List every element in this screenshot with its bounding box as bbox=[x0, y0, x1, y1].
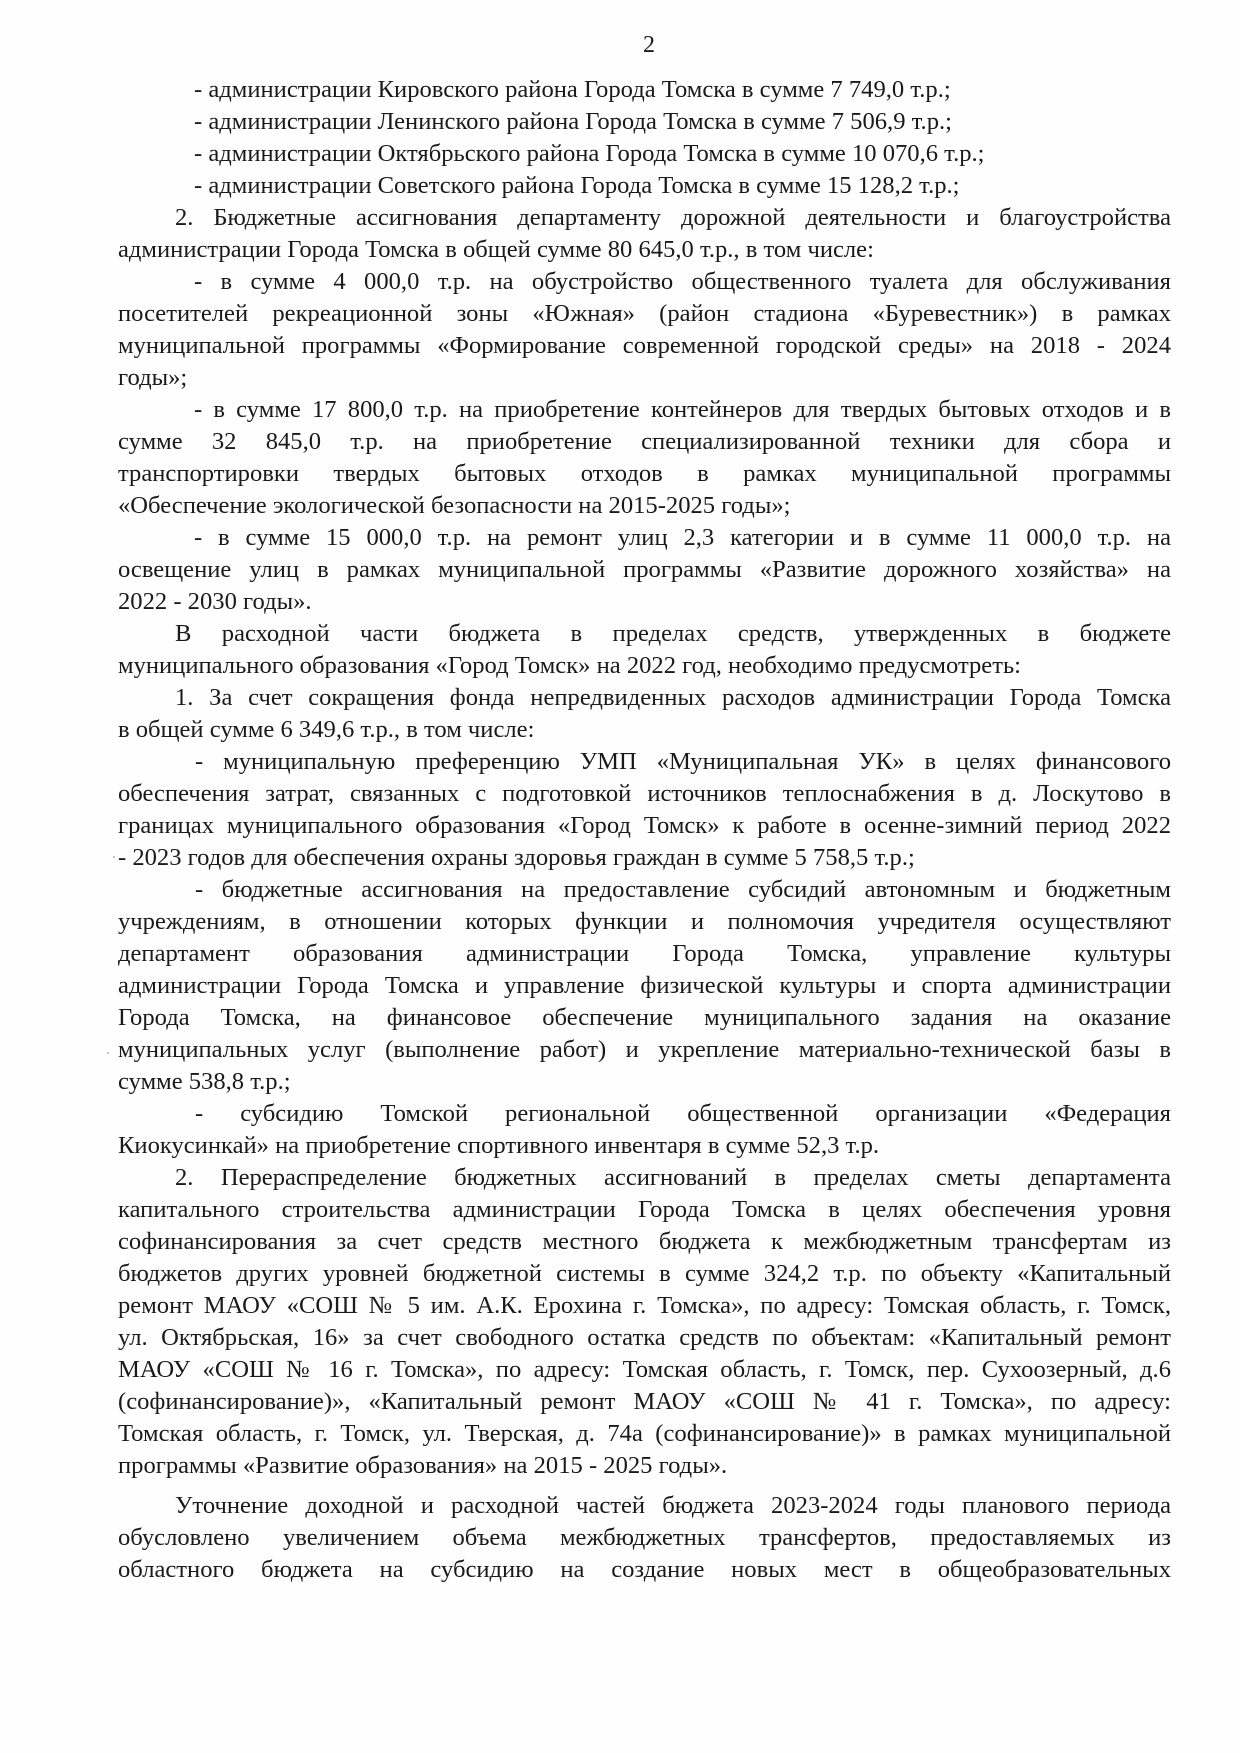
text-line: освещение улиц в рамках муниципальной программы «Развитие дорожного хозяйства» на bbox=[118, 556, 1171, 583]
text-line: муниципального образования «Город Томск» на 2022 год, необходимо предусмотреть: bbox=[118, 652, 1022, 679]
text-line: В расходной части бюджета в пределах средств, утвержденных в бюджете bbox=[175, 620, 1171, 647]
text-line: сумме 538,8 т.р.; bbox=[118, 1068, 291, 1095]
text-line: транспортировки твердых бытовых отходов в рамках муниципальной программы bbox=[118, 460, 1171, 487]
text-line: (софинансирование)», «Капитальный ремонт МАОУ «СОШ № 41 г. Томска», по адресу: bbox=[118, 1388, 1171, 1415]
text-line: администрации Города Томска в общей сумме 80 645,0 т.р., в том числе: bbox=[118, 236, 874, 263]
text-line: 1. За счет сокращения фонда непредвиденных расходов администрации Города Томска bbox=[175, 684, 1171, 711]
text-line: сумме 32 845,0 т.р. на приобретение специализированной техники для сбора и bbox=[118, 428, 1171, 455]
text-line: капитального строительства администрации Города Томска в целях обеспечения уровня bbox=[118, 1196, 1171, 1223]
text-line: годы»; bbox=[118, 364, 188, 391]
scan-speck bbox=[107, 1052, 109, 1054]
text-line: - в сумме 17 800,0 т.р. на приобретение контейнеров для твердых бытовых отходов и в bbox=[194, 396, 1171, 423]
text-line: муниципальной программы «Формирование современной городской среды» на 2018 - 2024 bbox=[118, 332, 1171, 359]
text-line: администрации Города Томска и управление физической культуры и спорта администрации bbox=[118, 972, 1171, 999]
page-number: 2 bbox=[643, 32, 655, 58]
text-line: Томская область, г. Томск, ул. Тверская, д. 74а (софинансирование)» в рамках муниципальной bbox=[118, 1420, 1171, 1447]
text-line: - бюджетные ассигнования на предоставление субсидий автономным и бюджетным bbox=[195, 876, 1171, 903]
text-line: программы «Развитие образования» на 2015 - 2025 годы». bbox=[118, 1452, 728, 1479]
text-line: муниципальных услуг (выполнение работ) и укрепление материально-технической базы в bbox=[118, 1036, 1171, 1063]
text-line: границах муниципального образования «Город Томск» к работе в осенне-зимний период 2022 bbox=[118, 812, 1171, 839]
text-line: 2. Перераспределение бюджетных ассигнований в пределах сметы департамента bbox=[175, 1164, 1171, 1191]
text-line: обеспечения затрат, связанных с подготовкой источников теплоснабжения в д. Лоскутово в bbox=[118, 780, 1171, 807]
text-line: в общей сумме 6 349,6 т.р., в том числе: bbox=[118, 716, 535, 743]
text-line: - субсидию Томской региональной общественной организации «Федерация bbox=[195, 1100, 1171, 1127]
document-body bbox=[118, 74, 1171, 1586]
text-line: - 2023 годов для обеспечения охраны здоровья граждан в сумме 5 758,5 т.р.; bbox=[118, 844, 915, 871]
text-line: областного бюджета на субсидию на создание новых мест в общеобразовательных bbox=[118, 1556, 1171, 1583]
text-line: Киокусинкай» на приобретение спортивного инвентаря в сумме 52,3 т.р. bbox=[118, 1132, 880, 1159]
text-line: ул. Октябрьская, 16» за счет свободного остатка средств по объектам: «Капитальный ремонт bbox=[118, 1324, 1171, 1351]
text-line: - в сумме 15 000,0 т.р. на ремонт улиц 2,3 категории и в сумме 11 000,0 т.р. на bbox=[194, 524, 1171, 551]
text-line: Города Томска, на финансовое обеспечение муниципального задания на оказание bbox=[118, 1004, 1171, 1031]
text-line: департамент образования администрации Города Томска, управление культуры bbox=[118, 940, 1171, 967]
text-line: учреждениям, в отношении которых функции и полномочия учредителя осуществляют bbox=[118, 908, 1171, 935]
text-line: «Обеспечение экологической безопасности на 2015-2025 годы»; bbox=[118, 492, 791, 519]
text-line: 2. Бюджетные ассигнования департаменту дорожной деятельности и благоустройства bbox=[175, 204, 1171, 231]
scan-speck bbox=[113, 856, 115, 858]
text-line: - администрации Октябрьского района Города Томска в сумме 10 070,6 т.р.; bbox=[194, 140, 985, 167]
text-line: - администрации Ленинского района Города Томска в сумме 7 506,9 т.р.; bbox=[194, 108, 952, 135]
text-line: - администрации Советского района Города Томска в сумме 15 128,2 т.р.; bbox=[194, 172, 960, 199]
text-line: ремонт МАОУ «СОШ № 5 им. А.К. Ерохина г. Томска», по адресу: Томская область, г. Томск, bbox=[118, 1292, 1171, 1319]
text-line: обусловлено увеличением объема межбюджетных трансфертов, предоставляемых из bbox=[118, 1524, 1171, 1551]
text-line: софинансирования за счет средств местного бюджета к межбюджетным трансфертам из bbox=[118, 1228, 1171, 1255]
text-line: посетителей рекреационной зоны «Южная» (район стадиона «Буревестник») в рамках bbox=[118, 300, 1171, 327]
text-line: - в сумме 4 000,0 т.р. на обустройство общественного туалета для обслуживания bbox=[194, 268, 1171, 295]
text-line: - администрации Кировского района Города Томска в сумме 7 749,0 т.р.; bbox=[194, 76, 951, 103]
text-line: Уточнение доходной и расходной частей бюджета 2023-2024 годы планового периода bbox=[175, 1492, 1171, 1519]
text-line: 2022 - 2030 годы». bbox=[118, 588, 312, 615]
text-line: бюджетов других уровней бюджетной системы в сумме 324,2 т.р. по объекту «Капитальный bbox=[118, 1260, 1171, 1287]
text-line: МАОУ «СОШ № 16 г. Томска», по адресу: Томская область, г. Томск, пер. Сухоозерный, д.6 bbox=[118, 1356, 1171, 1383]
text-line: - муниципальную преференцию УМП «Муниципальная УК» в целях финансового bbox=[195, 748, 1171, 775]
